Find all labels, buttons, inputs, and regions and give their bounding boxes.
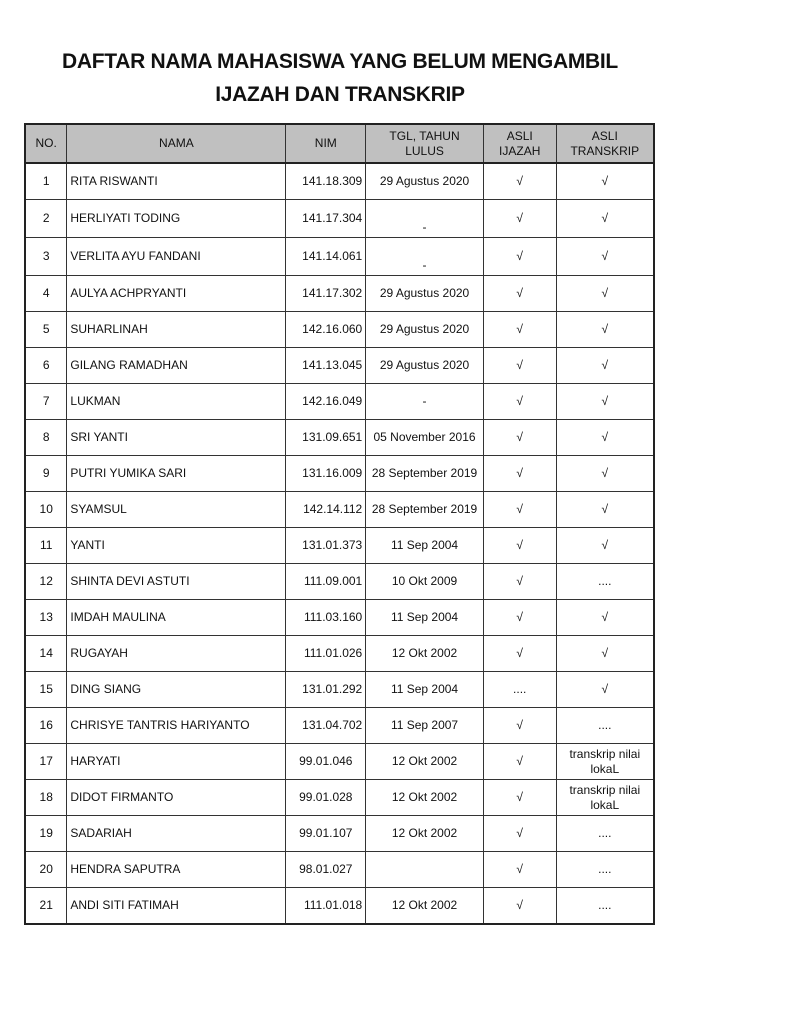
table-row [25, 163, 654, 200]
cell-asli-transkrip: √ [556, 163, 654, 200]
cell-asli-transkrip: √ [556, 492, 654, 528]
cell-nama: IMDAH MAULINA [67, 600, 286, 636]
cell-asli-transkrip: √ [556, 348, 654, 384]
table-row [25, 384, 654, 420]
cell-nama: SHINTA DEVI ASTUTI [67, 564, 286, 600]
cell-nama: HERLIYATI TODING [67, 200, 286, 238]
table-row [25, 852, 654, 888]
cell-no: 11 [25, 528, 67, 564]
cell-nim: 131.01.373 [286, 528, 366, 564]
table-row [25, 816, 654, 852]
table-row [25, 888, 654, 925]
cell-nama: SYAMSUL [67, 492, 286, 528]
cell-tgl-tahun-lulus: 11 Sep 2007 [366, 708, 484, 744]
cell-asli-transkrip: .... [556, 888, 654, 925]
cell-asli-transkrip: √ [556, 672, 654, 708]
cell-asli-transkrip: transkrip nilai lokaL [556, 780, 654, 816]
cell-nama: ANDI SITI FATIMAH [67, 888, 286, 925]
cell-no: 5 [25, 312, 67, 348]
cell-asli-ijazah: √ [483, 528, 556, 564]
table-header-row [25, 124, 654, 163]
cell-no: 3 [25, 238, 67, 276]
cell-no: 12 [25, 564, 67, 600]
cell-tgl-tahun-lulus: - [366, 238, 484, 276]
cell-tgl-tahun-lulus: 12 Okt 2002 [366, 744, 484, 780]
cell-nim: 141.13.045 [286, 348, 366, 384]
cell-asli-ijazah: √ [483, 163, 556, 200]
cell-nim: 141.17.302 [286, 276, 366, 312]
cell-nim: 141.14.061 [286, 238, 366, 276]
cell-asli-transkrip: .... [556, 816, 654, 852]
table-row [25, 312, 654, 348]
cell-nim: 141.18.309 [286, 163, 366, 200]
cell-asli-transkrip: √ [556, 600, 654, 636]
table-row [25, 780, 654, 816]
cell-tgl-tahun-lulus: 12 Okt 2002 [366, 816, 484, 852]
header-no: NO. [25, 124, 67, 163]
cell-tgl-tahun-lulus: - [366, 200, 484, 238]
cell-nim: 131.09.651 [286, 420, 366, 456]
cell-no: 14 [25, 636, 67, 672]
header-nim: NIM [286, 124, 366, 163]
cell-asli-transkrip: √ [556, 384, 654, 420]
cell-nim: 131.01.292 [286, 672, 366, 708]
cell-asli-transkrip: √ [556, 200, 654, 238]
cell-nim: 141.17.304 [286, 200, 366, 238]
table-row [25, 708, 654, 744]
cell-tgl-tahun-lulus: 29 Agustus 2020 [366, 312, 484, 348]
cell-nama: RUGAYAH [67, 636, 286, 672]
cell-no: 2 [25, 200, 67, 238]
cell-nama: LUKMAN [67, 384, 286, 420]
cell-no: 6 [25, 348, 67, 384]
header-tgl-tahun-lulus: TGL, TAHUN LULUS [366, 124, 484, 163]
cell-nim: 111.09.001 [286, 564, 366, 600]
cell-nama: SUHARLINAH [67, 312, 286, 348]
cell-asli-ijazah: √ [483, 276, 556, 312]
cell-asli-transkrip: √ [556, 456, 654, 492]
cell-nama: CHRISYE TANTRIS HARIYANTO [67, 708, 286, 744]
cell-tgl-tahun-lulus: 29 Agustus 2020 [366, 163, 484, 200]
cell-nama: RITA RISWANTI [67, 163, 286, 200]
header-asli-ijazah-line-2: IJAZAH [499, 143, 541, 158]
cell-asli-ijazah: √ [483, 564, 556, 600]
cell-tgl-tahun-lulus: 05 November 2016 [366, 420, 484, 456]
cell-asli-ijazah: √ [483, 852, 556, 888]
header-asli-transkrip [556, 124, 654, 163]
cell-nama: DIDOT FIRMANTO [67, 780, 286, 816]
cell-nim: 142.16.060 [286, 312, 366, 348]
cell-tgl-tahun-lulus: 12 Okt 2002 [366, 780, 484, 816]
cell-asli-transkrip: .... [556, 564, 654, 600]
cell-nim: 111.01.018 [286, 888, 366, 925]
cell-asli-ijazah: √ [483, 492, 556, 528]
cell-nim: 99.01.107 [286, 816, 366, 852]
cell-no: 10 [25, 492, 67, 528]
header-asli-ijazah [483, 124, 556, 163]
cell-no: 17 [25, 744, 67, 780]
cell-tgl-tahun-lulus: 12 Okt 2002 [366, 636, 484, 672]
cell-asli-ijazah: √ [483, 348, 556, 384]
cell-tgl-tahun-lulus: 11 Sep 2004 [366, 672, 484, 708]
cell-tgl-tahun-lulus: 28 September 2019 [366, 492, 484, 528]
cell-nim: 131.04.702 [286, 708, 366, 744]
cell-no: 20 [25, 852, 67, 888]
cell-asli-transkrip: .... [556, 852, 654, 888]
cell-tgl-tahun-lulus: 12 Okt 2002 [366, 888, 484, 925]
table-row [25, 276, 654, 312]
cell-nim: 111.01.026 [286, 636, 366, 672]
table-row [25, 600, 654, 636]
table-row [25, 492, 654, 528]
cell-asli-ijazah: √ [483, 708, 556, 744]
cell-nama: YANTI [67, 528, 286, 564]
header-nama: NAMA [67, 124, 286, 163]
table-row [25, 564, 654, 600]
table-row [25, 238, 654, 276]
cell-nama: SADARIAH [67, 816, 286, 852]
table-row [25, 420, 654, 456]
cell-asli-ijazah: .... [483, 672, 556, 708]
cell-nim: 98.01.027 [286, 852, 366, 888]
cell-no: 7 [25, 384, 67, 420]
cell-nim: 99.01.028 [286, 780, 366, 816]
cell-nama: PUTRI YUMIKA SARI [67, 456, 286, 492]
header-asli-transkrip-line-2: TRANSKRIP [570, 143, 640, 158]
cell-no: 1 [25, 163, 67, 200]
cell-tgl-tahun-lulus: 10 Okt 2009 [366, 564, 484, 600]
cell-tgl-tahun-lulus: - [366, 384, 484, 420]
cell-nim: 142.16.049 [286, 384, 366, 420]
cell-no: 21 [25, 888, 67, 925]
cell-no: 9 [25, 456, 67, 492]
cell-asli-ijazah: √ [483, 456, 556, 492]
cell-asli-transkrip: .... [556, 708, 654, 744]
cell-nim: 131.16.009 [286, 456, 366, 492]
cell-asli-ijazah: √ [483, 420, 556, 456]
table-row [25, 636, 654, 672]
cell-nama: DING SIANG [67, 672, 286, 708]
cell-asli-ijazah: √ [483, 816, 556, 852]
cell-nama: HENDRA SAPUTRA [67, 852, 286, 888]
cell-no: 18 [25, 780, 67, 816]
table-row [25, 456, 654, 492]
cell-no: 19 [25, 816, 67, 852]
cell-nama: VERLITA AYU FANDANI [67, 238, 286, 276]
cell-no: 13 [25, 600, 67, 636]
header-asli-ijazah-line-1: ASLI [506, 128, 533, 143]
table-row [25, 348, 654, 384]
cell-asli-transkrip: √ [556, 420, 654, 456]
cell-asli-ijazah: √ [483, 200, 556, 238]
cell-nama: GILANG RAMADHAN [67, 348, 286, 384]
cell-asli-transkrip: √ [556, 636, 654, 672]
header-asli-transkrip-line-1: ASLI [591, 128, 618, 143]
cell-asli-ijazah: √ [483, 888, 556, 925]
cell-asli-ijazah: √ [483, 312, 556, 348]
cell-tgl-tahun-lulus: 11 Sep 2004 [366, 600, 484, 636]
cell-asli-ijazah: √ [483, 600, 556, 636]
cell-tgl-tahun-lulus: 29 Agustus 2020 [366, 348, 484, 384]
cell-asli-ijazah: √ [483, 780, 556, 816]
cell-asli-transkrip: √ [556, 276, 654, 312]
student-table [24, 123, 655, 925]
cell-asli-ijazah: √ [483, 384, 556, 420]
cell-nama: SRI YANTI [67, 420, 286, 456]
cell-nama: AULYA ACHPRYANTI [67, 276, 286, 312]
cell-asli-transkrip: √ [556, 312, 654, 348]
table-row [25, 200, 654, 238]
cell-tgl-tahun-lulus: 28 September 2019 [366, 456, 484, 492]
document-title-line-1: DAFTAR NAMA MAHASISWA YANG BELUM MENGAMBIL [62, 50, 618, 73]
cell-no: 4 [25, 276, 67, 312]
cell-nim: 142.14.112 [286, 492, 366, 528]
cell-no: 8 [25, 420, 67, 456]
cell-tgl-tahun-lulus [366, 852, 484, 888]
document-title-line-2: IJAZAH DAN TRANSKRIP [215, 83, 465, 106]
cell-no: 15 [25, 672, 67, 708]
cell-asli-ijazah: √ [483, 744, 556, 780]
cell-asli-transkrip: transkrip nilai lokaL [556, 744, 654, 780]
cell-no: 16 [25, 708, 67, 744]
cell-asli-ijazah: √ [483, 238, 556, 276]
cell-asli-transkrip: √ [556, 528, 654, 564]
cell-nim: 111.03.160 [286, 600, 366, 636]
cell-tgl-tahun-lulus: 29 Agustus 2020 [366, 276, 484, 312]
table-row [25, 744, 654, 780]
table-row [25, 528, 654, 564]
cell-nim: 99.01.046 [286, 744, 366, 780]
cell-tgl-tahun-lulus: 11 Sep 2004 [366, 528, 484, 564]
cell-asli-transkrip: √ [556, 238, 654, 276]
cell-asli-ijazah: √ [483, 636, 556, 672]
table-row [25, 672, 654, 708]
cell-nama: HARYATI [67, 744, 286, 780]
